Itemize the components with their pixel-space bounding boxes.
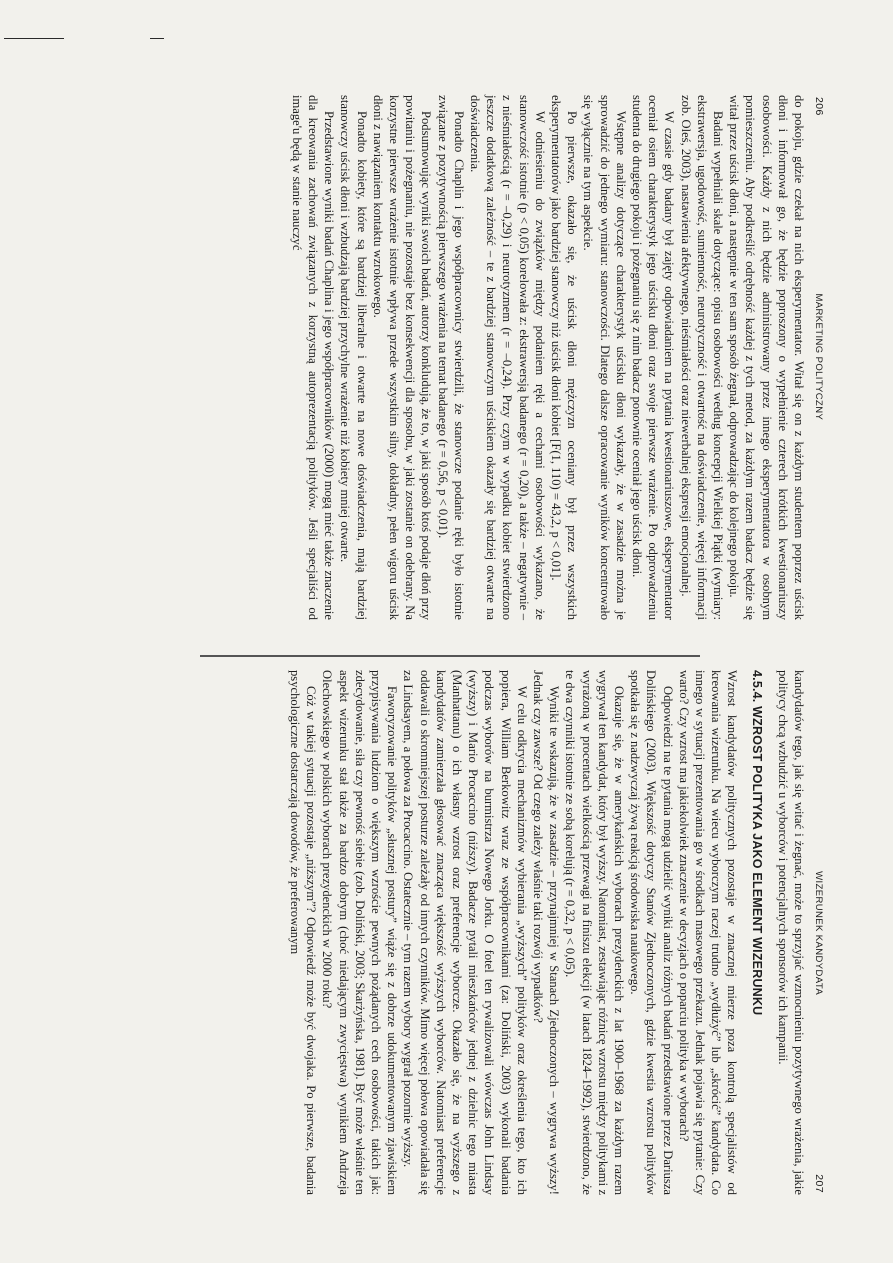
paragraph: kandydatów tego, jak się witać i żegnać, może to sprzyjać wzmocnieniu pozytywnego wrażenia, jakie politycy chcą wzbudzić u wyborców i potencjalnych sponsorów ich kampanii. bbox=[775, 670, 806, 1195]
paragraph: Odpowiedzi na te pytania mogą udzielić wyniki analiz różnych badań przedstawione przez Dariusza Dolińskiego (2003). Większość dotyczy Stanów Zjednoczonych, gdzie kwestia wzrostu polityków spotkała się z nadzwyczaj żywą reakcją środowiska naukowego. bbox=[628, 670, 675, 1195]
paragraph: do pokoju, gdzie czekał na nich eksperymentator. Witał się on z każdym studentem poprzez uścisk dłoni i informował go, że będzie poproszony o wypełnienie czterech krótkich kwestionariuszy osobowości. Każdy z nich będzie administrowany przez innego eksperymentatora w osobnym pomieszczeniu. Aby podkreślić odrębność każdej z tych metod, za każdym razem badacz będzie się witał przez uścisk dłoni, a następnie w ten sam sposób żegnał, odprowadzając do kolejnego pokoju. bbox=[727, 95, 806, 620]
paragraph: Ponadto Chaplin i jego współpracownicy stwierdzili, że stanowcze podanie ręki było istotnie związane z pozytywnością pierwszego wrażenia na temat badanego (r = 0,56, p < 0,01). bbox=[435, 95, 466, 620]
paragraph: Ponadto kobiety, które są bardziej liberalne i otwarte na nowe doświadczenia, mają bardziej stanowczy uścisk dłoni i wzbudzają bardziej przychylne wrażenie niż kobiety mniej otwarte. bbox=[338, 95, 369, 620]
running-head: WIZERUNEK KANDYDATA bbox=[813, 871, 824, 996]
paragraph: Wyniki te wskazują, że w zasadzie – przynajmniej w Stanach Zjednoczonych – wygrywa wyższy! Jednak czy zawsze? Od czego zależy właśnie taki rozwój wypadków? bbox=[530, 670, 562, 1195]
page-number: 206 bbox=[813, 97, 825, 116]
page-206 bbox=[125, 95, 825, 620]
paragraph: W celu odkrycia mechanizmów wybierania „wyższych” polityków oraz określenia tego, kto ich popiera, William Berkowitz wraz ze współpracownikami (za: Doliński, 2003) wykonali badania podczas wyborów na burmistrza Nowego Jorku. O fotel ten rywalizowali wówczas John Lindsay (wyższy) i Mario Procaccino (niższy). Badacze pytali mieszkańców jednej z dzielnic tego miasta (Manhattanu) o ich własny wzrost oraz preferencje wyborcze. Okazało się, że na wyższego z kandydatów zamierzała głosować znacząca większość wyższych wyborców. Natomiast preferencje oddawali o skromniejszej posturze zależały od innych czynników. Mimo więcej połowa opowiadała się za Lindsayem, a połowa za Procaccino. Ostatecznie – tym razem wybory wygrał pozornie wyższy. bbox=[401, 670, 529, 1195]
page-body bbox=[287, 670, 807, 1195]
paragraph: Wstępne analizy dotyczące charakterystyk uścisku dłoni wykazały, że w zasadzie można je sprowadzić do jednego wymiaru: stanowczości. Dlatego dalsze opracowanie wyników koncentrowało się wyłącznie na tym aspekcie. bbox=[581, 95, 628, 620]
paragraph: W odniesieniu do związków między podaniem ręki a cechami osobowości wykazano, że stanowczość istotnie (p < 0,05) korelowała z: ekstrawersją badanego (r = 0,20), a także – negatywnie – z nieśmiałością (r = –0,29) i neurotyzmem (r = –0,24). Przy czym w wypadku kobiet stwierdzono jeszcze dodatkową zależność – te z bardziej stanowczym uściskiem okazały się bardziej otwarte na doświadczenia. bbox=[467, 95, 547, 620]
paragraph: Okazuje się, że w amerykańskich wyborach prezydenckich z lat 1900–1968 za każdym razem wygrywał ten kandydat, który był wyższy. Natomiast, zestawiając różnicę wzrostu między politykami z wyrażoną w procentach wielkością przewagi na finiszu elekcji (w latach 1824–1992), stwierdzono, że te dwa czynniki istotnie ze sobą korelują (r = 0,32, p < 0,05). bbox=[563, 670, 626, 1195]
page-207 bbox=[125, 670, 825, 1195]
scan-artifact-line bbox=[4, 38, 64, 39]
page-body bbox=[289, 95, 808, 620]
scan-artifact-line bbox=[150, 38, 164, 39]
paragraph: Cóż w takiej sytuacji pozostaje „niższym”? Odpowiedź może być dwojaka. Po pierwsze, badania psychologiczne dostarczają dowodów, że preferowanym bbox=[287, 670, 319, 1195]
paragraph: Podsumowując wyniki swoich badań, autorzy konkludują, że to, w jaki sposób ktoś podaje dłoń przy powitaniu i pożegnaniu, nie pozostaje bez konsekwencji dla sposobu, w jaki zostanie on odebrany. Na korzystne pierwsze wrażenie istotnie wpływa przede wszystkim silny, dokładny, pełen wigoru uścisk dłoni z nawiązaniem kontaktu wzrokowego. bbox=[370, 95, 434, 620]
paragraph: Badani wypełniali skale dotyczące: opisu osobowości według koncepcji Wielkiej Piątki (wymiary: ekstrawersja, ugodowość, sumienność, neurotyczność i otwartość na doświadczenie, więcej informacji zob. Oleś, 2003), nastawienia afektywnego, nieśmiałości oraz niewerbalnej ekspresji emocjonalnej. bbox=[678, 95, 725, 620]
page-header bbox=[807, 670, 825, 1195]
page-number: 207 bbox=[813, 1174, 825, 1193]
page-header bbox=[807, 95, 825, 620]
running-head: MARKETING POLITYCZNY bbox=[813, 293, 824, 421]
paragraph: Po pierwsze, okazało się, że uścisk dłoni mężczyzn oceniany był przez wszystkich eksperymentatorów jako bardziej stanowczy niż uścisk dłoni kobiet [F(1, 110) = 43,2, p < 0,01]. bbox=[548, 95, 580, 620]
paragraph: Wzrost kandydatów politycznych pozostaje w znacznej mierze poza kontrolą specjalistów od kreowania wizerunku. Na wiecu wyborczym raczej trudno „wydłużyć” lub „skrócić” kandydata. Co innego w sytuacji prezentowania go w środkach masowego przekazu. Jednak pojawia się pytanie: Czy warto? Czy wzrost ma jakiekolwiek znaczenie w decyzjach o poparciu polityka w wyborach? bbox=[676, 670, 740, 1195]
page-gutter-line bbox=[200, 655, 700, 657]
paragraph: Faworyzowanie polityków „słusznej postury” wiąże się z dobrze udokumentowanym zjawiskiem przypisywania ludziom o większym wzroście pewnych pożądanych cech osobowości, takich jak: zdecydowanie, siła czy pewność siebie (zob. Doliński, 2003; Skarżyńska, 1981). Być może właśnie ten aspekt wizerunku stał także za bardzo dobrym (choć niedającym zwycięstwa) wynikiem Andrzeja Olechowskiego w polskich wyborach prezydenckich w 2000 roku? bbox=[320, 670, 400, 1195]
paragraph: W czasie gdy badany był zajęty odpowiadaniem na pytania kwestionariuszowe, eksperymentator oceniał osiem charakterystyk jego uścisku dłoni oraz swoje pierwsze wrażenie. Po odprowadzeniu studenta do drugiego pokoju i pożegnaniu się z nim badacz ponownie oceniał jego uścisk dłoni. bbox=[629, 95, 677, 620]
paragraph: Przedstawione wyniki badań Chaplina i jego współpracowników (2000) mogą mieć także znaczenie dla kreowania zachowań związanych z korzystną autoprezentacją polityków. Jeśli specjaliści od image'u będą w stanie nauczyć bbox=[289, 95, 337, 620]
section-heading: 4.5.4. WZROST POLITYKA JAKO ELEMENT WIZERUNKU bbox=[749, 670, 764, 1016]
